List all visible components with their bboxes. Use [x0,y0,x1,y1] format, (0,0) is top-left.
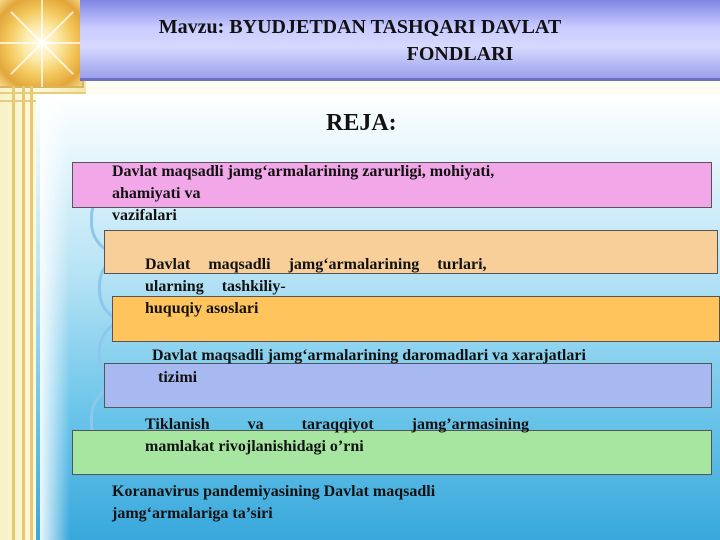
plan-item-3-line-1: Davlat maqsadli jamg‘armalarining daromadlari va xarajatlari [152,347,586,364]
title-line-2: FONDLARI [406,43,514,65]
plan-item-4-line-1: Tiklanish va taraqqiyot jamg’armasining [145,416,529,433]
plan-item-3-line-2: tizimi [158,369,198,386]
plan-item-3-text [152,345,712,389]
plan-item-2-text [145,254,575,320]
plan-item-2-line-3: huquqiy asoslari [145,300,259,317]
slide-title [80,14,640,68]
plan-item-2-line-1: Davlat maqsadli jamg‘armalarining turlari, [145,256,487,273]
plan-item-4-text [145,414,625,458]
title-line-1: Mavzu: BYUDJETDAN TASHQARI DAVLAT [158,16,562,38]
plan-item-2-line-2: ularning tashkiliy- [145,278,286,295]
plan-item-1-text [112,161,602,227]
title-banner [80,0,720,81]
plan-item-1-line-1: Davlat maqsadli jamg‘armalarining zarurligi, mohiyati, [112,163,495,180]
plan-item-5-line-2: jamg‘armalariga ta’siri [112,505,273,522]
corner-sun-ornament [0,0,84,88]
plan-item-4-line-2: mamlakat rivojlanishidagi o’rni [145,438,364,455]
plan-item-1-line-3: vazifalari [112,207,177,224]
plan-heading: REJA: [326,110,397,136]
light-ray-decoration [40,94,70,540]
plan-item-5-text [112,481,572,525]
plan-item-5-line-1: Koranavirus pandemiyasining Davlat maqsadli [112,483,436,500]
plan-item-1-line-2: ahamiyati va [112,185,201,202]
